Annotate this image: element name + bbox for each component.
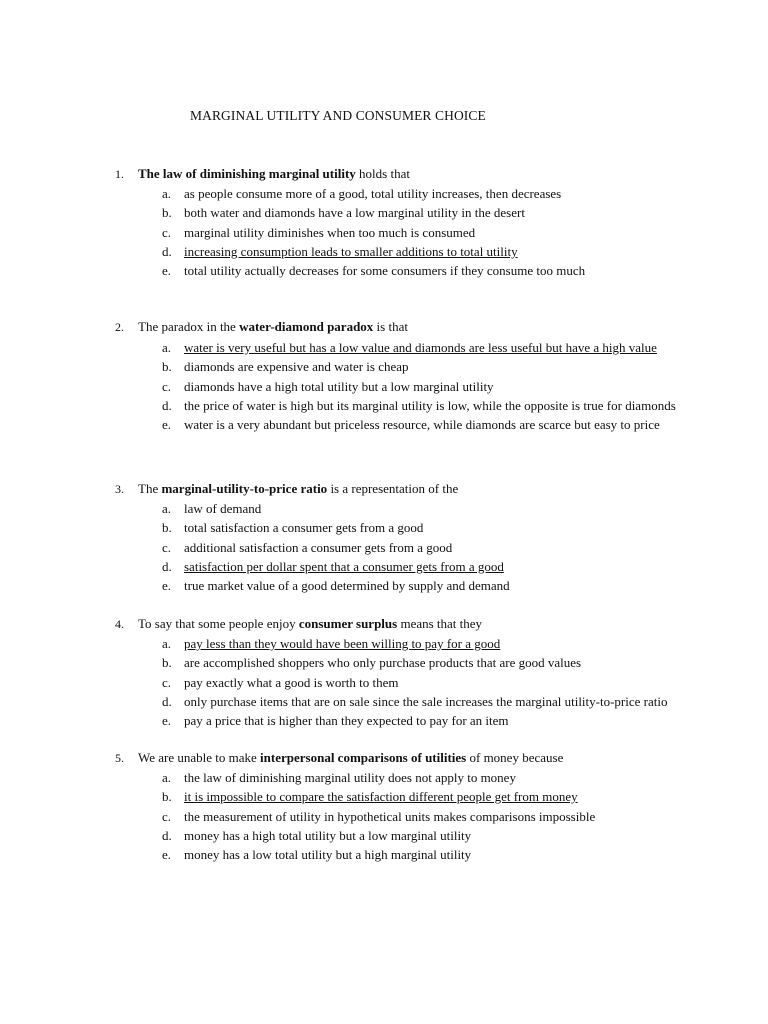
- question-key-term: consumer surplus: [298, 616, 398, 631]
- question-stem: [138, 616, 482, 632]
- option-text: the price of water is high but its marginal utility is low, while the opposite is true for diamonds: [184, 397, 676, 413]
- option-text: the law of diminishing marginal utility does not apply to money: [184, 770, 516, 785]
- answer-option[interactable]: [0, 359, 768, 378]
- option-text: law of demand: [184, 501, 262, 516]
- option-text: pay a price that is higher than they expected to pay for an item: [184, 713, 509, 729]
- option-letter: c.: [162, 378, 172, 394]
- option-letter: c.: [162, 808, 172, 824]
- answer-option[interactable]: [0, 417, 768, 436]
- answer-option[interactable]: [0, 205, 768, 224]
- question-stem-text: is that: [373, 319, 408, 334]
- option-text: the measurement of utility in hypothetical units makes comparisons impossible: [184, 808, 596, 824]
- option-text: diamonds are expensive and water is cheap: [184, 359, 409, 375]
- option-text: as people consume more of a good, total utility increases, then decreases: [184, 186, 562, 201]
- question-key-term: The law of diminishing marginal utility: [138, 166, 356, 181]
- option-text: only purchase items that are on sale since the sale increases the marginal utility-to-price ratio: [184, 693, 668, 709]
- answer-option[interactable]: [0, 398, 768, 417]
- question-stem: [138, 481, 458, 497]
- question-stem-text: We are unable to make: [138, 750, 261, 765]
- question-number: 5.: [115, 751, 124, 765]
- option-text: true market value of a good determined by supply and demand: [184, 578, 510, 594]
- answer-option[interactable]: [0, 578, 768, 597]
- answer-option[interactable]: [0, 186, 768, 205]
- answer-option[interactable]: [0, 770, 768, 789]
- answer-option[interactable]: [0, 559, 768, 578]
- answer-option[interactable]: [0, 809, 768, 828]
- question-key-term: interpersonal comparisons of utilities: [260, 750, 467, 765]
- question-stem-text: To say that some people enjoy: [138, 616, 299, 631]
- option-text: total satisfaction a consumer gets from a good: [184, 520, 424, 536]
- option-letter: a.: [162, 340, 172, 355]
- question-key-term: water-diamond paradox: [239, 319, 374, 334]
- option-letter: d.: [162, 693, 172, 709]
- option-text: money has a high total utility but a low marginal utility: [184, 827, 472, 843]
- answer-option[interactable]: [0, 263, 768, 282]
- question-stem-text: The paradox in the: [138, 319, 240, 334]
- question-stem: [138, 166, 410, 182]
- option-letter: e.: [162, 713, 172, 729]
- answer-option[interactable]: [0, 501, 768, 520]
- question-key-term: marginal-utility-to-price ratio: [161, 481, 328, 496]
- question-stem-text: holds that: [355, 166, 410, 181]
- question-number: 1.: [115, 167, 124, 181]
- option-letter: e.: [162, 417, 172, 433]
- option-letter: a.: [162, 501, 172, 516]
- option-letter: a.: [162, 636, 172, 651]
- option-text: both water and diamonds have a low marginal utility in the desert: [184, 205, 525, 221]
- answer-option[interactable]: [0, 675, 768, 694]
- answer-option[interactable]: [0, 225, 768, 244]
- question-stem-text: means that they: [397, 616, 483, 631]
- option-text: total utility actually decreases for some consumers if they consume too much: [184, 263, 586, 279]
- question-stem: [138, 319, 408, 335]
- question-stem-text: is a representation of the: [327, 481, 459, 496]
- page-title: MARGINAL UTILITY AND CONSUMER CHOICE: [190, 108, 486, 123]
- option-letter: d.: [162, 558, 172, 574]
- option-letter: d.: [162, 243, 172, 259]
- answer-option[interactable]: [0, 694, 768, 713]
- option-letter: e.: [162, 847, 172, 863]
- answer-option[interactable]: [0, 540, 768, 559]
- question-stem: [138, 750, 563, 766]
- answer-option[interactable]: [0, 244, 768, 263]
- option-text: marginal utility diminishes when too much is consumed: [184, 224, 476, 240]
- option-text: additional satisfaction a consumer gets from a good: [184, 539, 453, 555]
- option-letter: d.: [162, 397, 172, 413]
- option-letter: c.: [162, 224, 172, 240]
- question-number: 4.: [115, 617, 124, 631]
- answer-option[interactable]: [0, 340, 768, 359]
- option-text: are accomplished shoppers who only purchase products that are good values: [184, 655, 582, 671]
- option-letter: c.: [162, 539, 172, 555]
- answer-option[interactable]: [0, 379, 768, 398]
- option-letter: e.: [162, 263, 172, 279]
- option-letter: b.: [162, 520, 172, 536]
- option-text-underlined: it is impossible to compare the satisfaction different people get from money: [184, 789, 578, 805]
- option-text: diamonds have a high total utility but a low marginal utility: [184, 378, 494, 394]
- option-letter: e.: [162, 578, 172, 594]
- option-letter: a.: [162, 186, 172, 201]
- option-letter: d.: [162, 827, 172, 843]
- option-letter: b.: [162, 359, 172, 375]
- question-stem-text: The: [138, 481, 162, 496]
- option-letter: b.: [162, 789, 172, 805]
- option-text-underlined: satisfaction per dollar spent that a consumer gets from a good: [184, 558, 504, 574]
- option-text: pay exactly what a good is worth to them: [184, 674, 399, 690]
- answer-option[interactable]: [0, 713, 768, 732]
- question-number: 3.: [115, 482, 124, 496]
- option-text-underlined: increasing consumption leads to smaller additions to total utility: [184, 243, 518, 259]
- question-number: 2.: [115, 320, 124, 334]
- option-letter: c.: [162, 674, 172, 690]
- answer-option[interactable]: [0, 828, 768, 847]
- question-stem-text: of money because: [466, 750, 564, 765]
- answer-option[interactable]: [0, 847, 768, 866]
- answer-option[interactable]: [0, 655, 768, 674]
- answer-option[interactable]: [0, 636, 768, 655]
- answer-option[interactable]: [0, 789, 768, 808]
- answer-option[interactable]: [0, 520, 768, 539]
- option-text-underlined: pay less than they would have been willing to pay for a good: [184, 636, 501, 651]
- option-text-underlined: water is very useful but has a low value and diamonds are less useful but have a high value: [184, 340, 657, 355]
- option-letter: a.: [162, 770, 172, 785]
- option-letter: b.: [162, 205, 172, 221]
- option-letter: b.: [162, 655, 172, 671]
- option-text: water is a very abundant but priceless resource, while diamonds are scarce but easy to price: [184, 417, 660, 433]
- option-text: money has a low total utility but a high marginal utility: [184, 847, 472, 863]
